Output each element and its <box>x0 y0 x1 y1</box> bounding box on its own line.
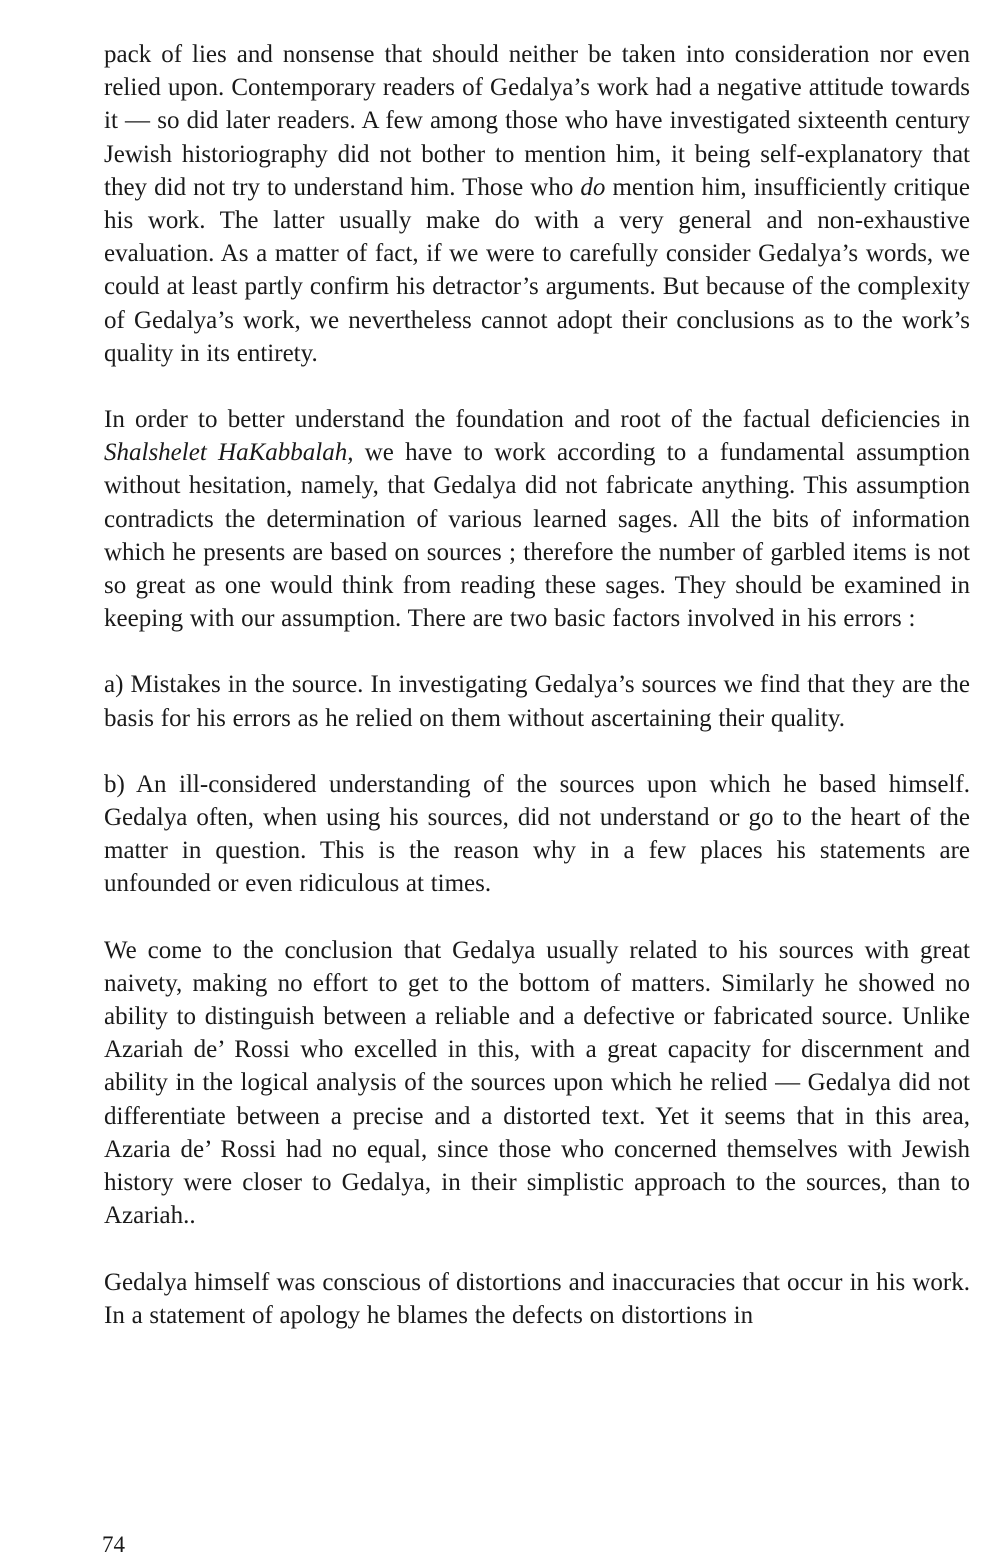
text-run: Gedalya himself was conscious of distortions and inaccuracies that occur in his work. In a statement of apology he blames the defects on distortions in <box>104 1268 970 1329</box>
italic-book-title: Shalshelet HaKabbalah, <box>104 439 354 467</box>
text-run: b) An ill-considered understanding of the sources upon which he based himself. Gedalya often, when using his sources, did not understand or go to the heart of the matter in question. This is the reason why in a few places his statements are unfounded or even ridiculous at times. <box>104 770 970 898</box>
text-run: We come to the conclusion that Gedalya usually related to his sources with great naivety, making no effort to get to the bottom of matters. Similarly he showed no ability to distinguish between a reliable and a defective or fabricated source. Unlike Azariah de’ Rossi who excelled in this, with a great capacity for discernment and ability in the logical analysis of the sources upon which he relied — Gedalya did not differentiate between a precise and a distorted text. Yet it seems that in this area, Azaria de’ Rossi had no equal, since those who concerned themselves with Jewish history were closer to Gedalya, in their simplistic approach to the sources, than to Azariah.. <box>104 936 970 1230</box>
text-run: a) Mistakes in the source. In investigating Gedalya’s sources we find that they are the basis for his errors as he relied on them without ascertaining their quality. <box>104 671 970 732</box>
paragraph <box>104 403 970 635</box>
body-text <box>104 38 970 1332</box>
paragraph <box>104 934 970 1233</box>
page-number: 74 <box>102 1532 125 1557</box>
paragraph <box>104 38 970 370</box>
text-run: we have to work according to a fundamental assumption without hesitation, namely, that Gedalya did not fabricate anything. This assumption contradicts the determination of various learned sages. All the bits of information which he presents are based on sources ; therefore the number of garbled items is not so great as one would think from reading these sages. They should be examined in keeping with our assumption. There are two basic factors involved in his errors : <box>104 439 970 633</box>
text-run: pack of lies and nonsense that should neither be taken into consideration nor even relied upon. Contemporary readers of Gedalya’s work had a negative attitude towards it — so did later readers. A few among those who have investigated sixteenth century Jewish historiography did not bother to mention him, it being self-explanatory that they did not try to understand him. Those who <box>104 41 970 201</box>
text-run: mention him, insufficiently critique his work. The latter usually make do with a very general and non-exhaustive evaluation. As a matter of fact, if we were to carefully consider Gedalya’s words, we could at least partly confirm his detractor’s arguments. But because of the complexity of Gedalya’s work, we nevertheless cannot adopt their conclusions as to the work’s quality in its entirety. <box>104 173 971 367</box>
text-run: In order to better understand the foundation and root of the factual deficiencies in <box>104 406 970 434</box>
italic-text-run: do <box>580 173 606 201</box>
paragraph <box>104 1266 970 1332</box>
list-paragraph-b <box>104 768 970 901</box>
list-paragraph-a <box>104 668 970 734</box>
